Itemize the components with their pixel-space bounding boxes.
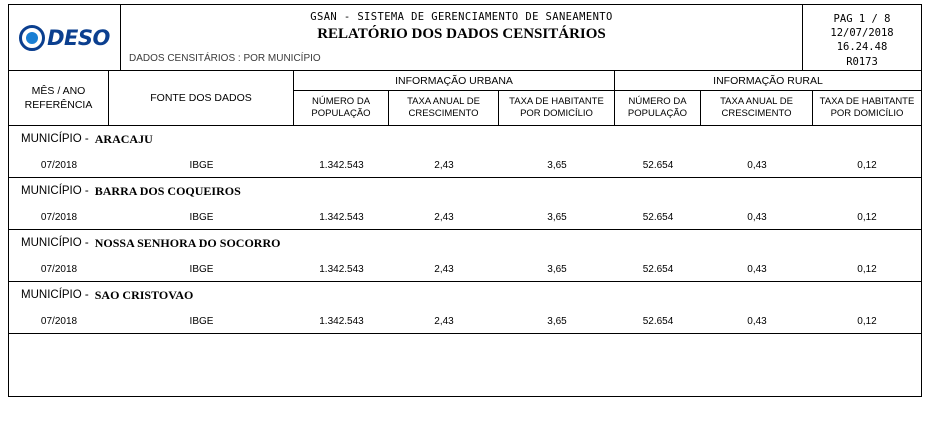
system-title: GSAN - SISTEMA DE GERENCIAMENTO DE SANEAMENTO — [310, 11, 613, 23]
municipality-header — [9, 178, 921, 205]
table-column-headers — [9, 71, 921, 126]
column-rur-taxa-crescimento-line1: TAXA ANUAL DE — [720, 95, 793, 107]
cell-rur-populacao: 52.654 — [642, 159, 674, 171]
group-title-urbana: INFORMAÇÃO URBANA — [294, 71, 614, 91]
municipality-header — [9, 126, 921, 153]
cell-fonte: IBGE — [189, 263, 214, 275]
logo-text: DESO — [47, 25, 110, 50]
cell-mes-ano: 07/2018 — [40, 315, 78, 327]
municipality-name: ARACAJU — [94, 131, 153, 146]
group-title-rural: INFORMAÇÃO RURAL — [615, 71, 921, 91]
cell-rur-populacao: 52.654 — [642, 211, 674, 223]
municipality-header — [9, 282, 921, 309]
cell-urb-taxa-habitante: 3,65 — [547, 159, 567, 171]
cell-mes-ano: 07/2018 — [40, 159, 78, 171]
cell-urb-taxa-habitante: 3,65 — [547, 315, 567, 327]
column-rur-taxa-crescimento — [701, 91, 813, 125]
table-row — [9, 309, 921, 334]
report-header — [9, 5, 921, 71]
column-rur-taxa-habitante — [813, 91, 921, 125]
column-rur-populacao — [615, 91, 701, 125]
cell-rur-taxa-crescimento: 0,43 — [747, 159, 767, 171]
municipality-header — [9, 230, 921, 257]
cell-urb-populacao: 1.342.543 — [319, 211, 364, 223]
cell-rur-populacao: 52.654 — [642, 263, 674, 275]
cell-rur-taxa-habitante: 0,12 — [857, 263, 877, 275]
cell-fonte: IBGE — [189, 211, 214, 223]
logo-cell — [9, 5, 121, 70]
page-number: PAG 1 / 8 — [833, 13, 891, 25]
report-subtitle: DADOS CENSITÁRIOS : POR MUNICÍPIO — [129, 53, 321, 64]
cell-mes-ano: 07/2018 — [40, 211, 78, 223]
cell-urb-taxa-crescimento: 2,43 — [434, 159, 454, 171]
column-urb-populacao — [294, 91, 389, 125]
cell-rur-taxa-crescimento: 0,43 — [747, 263, 767, 275]
cell-mes-ano: 07/2018 — [40, 263, 78, 275]
deso-logo — [19, 25, 110, 51]
header-titles — [121, 5, 803, 70]
column-urb-populacao-line2: POPULAÇÃO — [311, 108, 371, 119]
column-rur-taxa-habitante-line1: TAXA DE HABITANTE — [819, 95, 915, 107]
cell-rur-taxa-habitante: 0,12 — [857, 211, 877, 223]
table-row — [9, 153, 921, 178]
column-mes-ano — [9, 71, 109, 125]
report-title: RELATÓRIO DOS DADOS CENSITÁRIOS — [317, 26, 606, 42]
cell-urb-taxa-crescimento: 2,43 — [434, 263, 454, 275]
column-urb-populacao-line1: NÚMERO DA — [311, 95, 371, 107]
print-time: 16.24.48 — [836, 41, 888, 54]
column-rur-populacao-line2: POPULAÇÃO — [627, 108, 688, 119]
cell-fonte: IBGE — [189, 315, 214, 327]
table-row — [9, 257, 921, 282]
municipality-name: NOSSA SENHORA DO SOCORRO — [94, 235, 281, 250]
column-fonte-dados: FONTE DOS DADOS — [109, 71, 294, 125]
column-rur-taxa-crescimento-line2: CRESCIMENTO — [721, 108, 792, 119]
column-rur-taxa-habitante-line2: POR DOMICÍLIO — [830, 108, 904, 119]
column-urb-taxa-habitante-line1: TAXA DE HABITANTE — [509, 95, 604, 107]
municipality-label: MUNICÍPIO - — [21, 289, 89, 301]
report-container — [8, 4, 922, 397]
cell-rur-populacao: 52.654 — [642, 315, 674, 327]
table-empty-space — [9, 334, 921, 396]
municipality-label: MUNICÍPIO - — [21, 237, 89, 249]
municipality-label: MUNICÍPIO - — [21, 185, 89, 197]
group-rural-subcolumns — [615, 91, 921, 125]
water-drop-icon — [19, 25, 45, 51]
cell-rur-taxa-habitante: 0,12 — [857, 159, 877, 171]
municipality-label: MUNICÍPIO - — [21, 133, 89, 145]
column-urb-taxa-habitante — [499, 91, 614, 125]
cell-urb-taxa-habitante: 3,65 — [547, 263, 567, 275]
cell-urb-taxa-crescimento: 2,43 — [434, 315, 454, 327]
municipality-name: SAO CRISTOVAO — [94, 287, 194, 302]
table-row — [9, 205, 921, 230]
column-group-urbana — [294, 71, 615, 125]
group-urbana-subcolumns — [294, 91, 614, 125]
cell-urb-populacao: 1.342.543 — [319, 159, 364, 171]
cell-fonte: IBGE — [189, 159, 214, 171]
municipality-name: BARRA DOS COQUEIROS — [94, 183, 241, 198]
cell-urb-taxa-habitante: 3,65 — [547, 211, 567, 223]
cell-rur-taxa-crescimento: 0,43 — [747, 315, 767, 327]
column-mes-ano-line2: REFERÊNCIA — [24, 99, 93, 111]
column-urb-taxa-habitante-line2: POR DOMICÍLIO — [520, 108, 593, 119]
print-date: 12/07/2018 — [830, 27, 894, 40]
column-rur-populacao-line1: NÚMERO DA — [628, 95, 687, 107]
cell-urb-taxa-crescimento: 2,43 — [434, 211, 454, 223]
cell-rur-taxa-habitante: 0,12 — [857, 315, 877, 327]
cell-rur-taxa-crescimento: 0,43 — [747, 211, 767, 223]
report-code: R0173 — [846, 55, 878, 68]
column-group-rural — [615, 71, 921, 125]
column-urb-taxa-crescimento-line1: TAXA ANUAL DE — [407, 95, 480, 107]
column-urb-taxa-crescimento-line2: CRESCIMENTO — [408, 108, 479, 119]
header-meta — [803, 5, 921, 70]
column-mes-ano-line1: MÊS / ANO — [31, 84, 86, 97]
column-urb-taxa-crescimento — [389, 91, 499, 125]
cell-urb-populacao: 1.342.543 — [319, 315, 364, 327]
cell-urb-populacao: 1.342.543 — [319, 263, 364, 275]
